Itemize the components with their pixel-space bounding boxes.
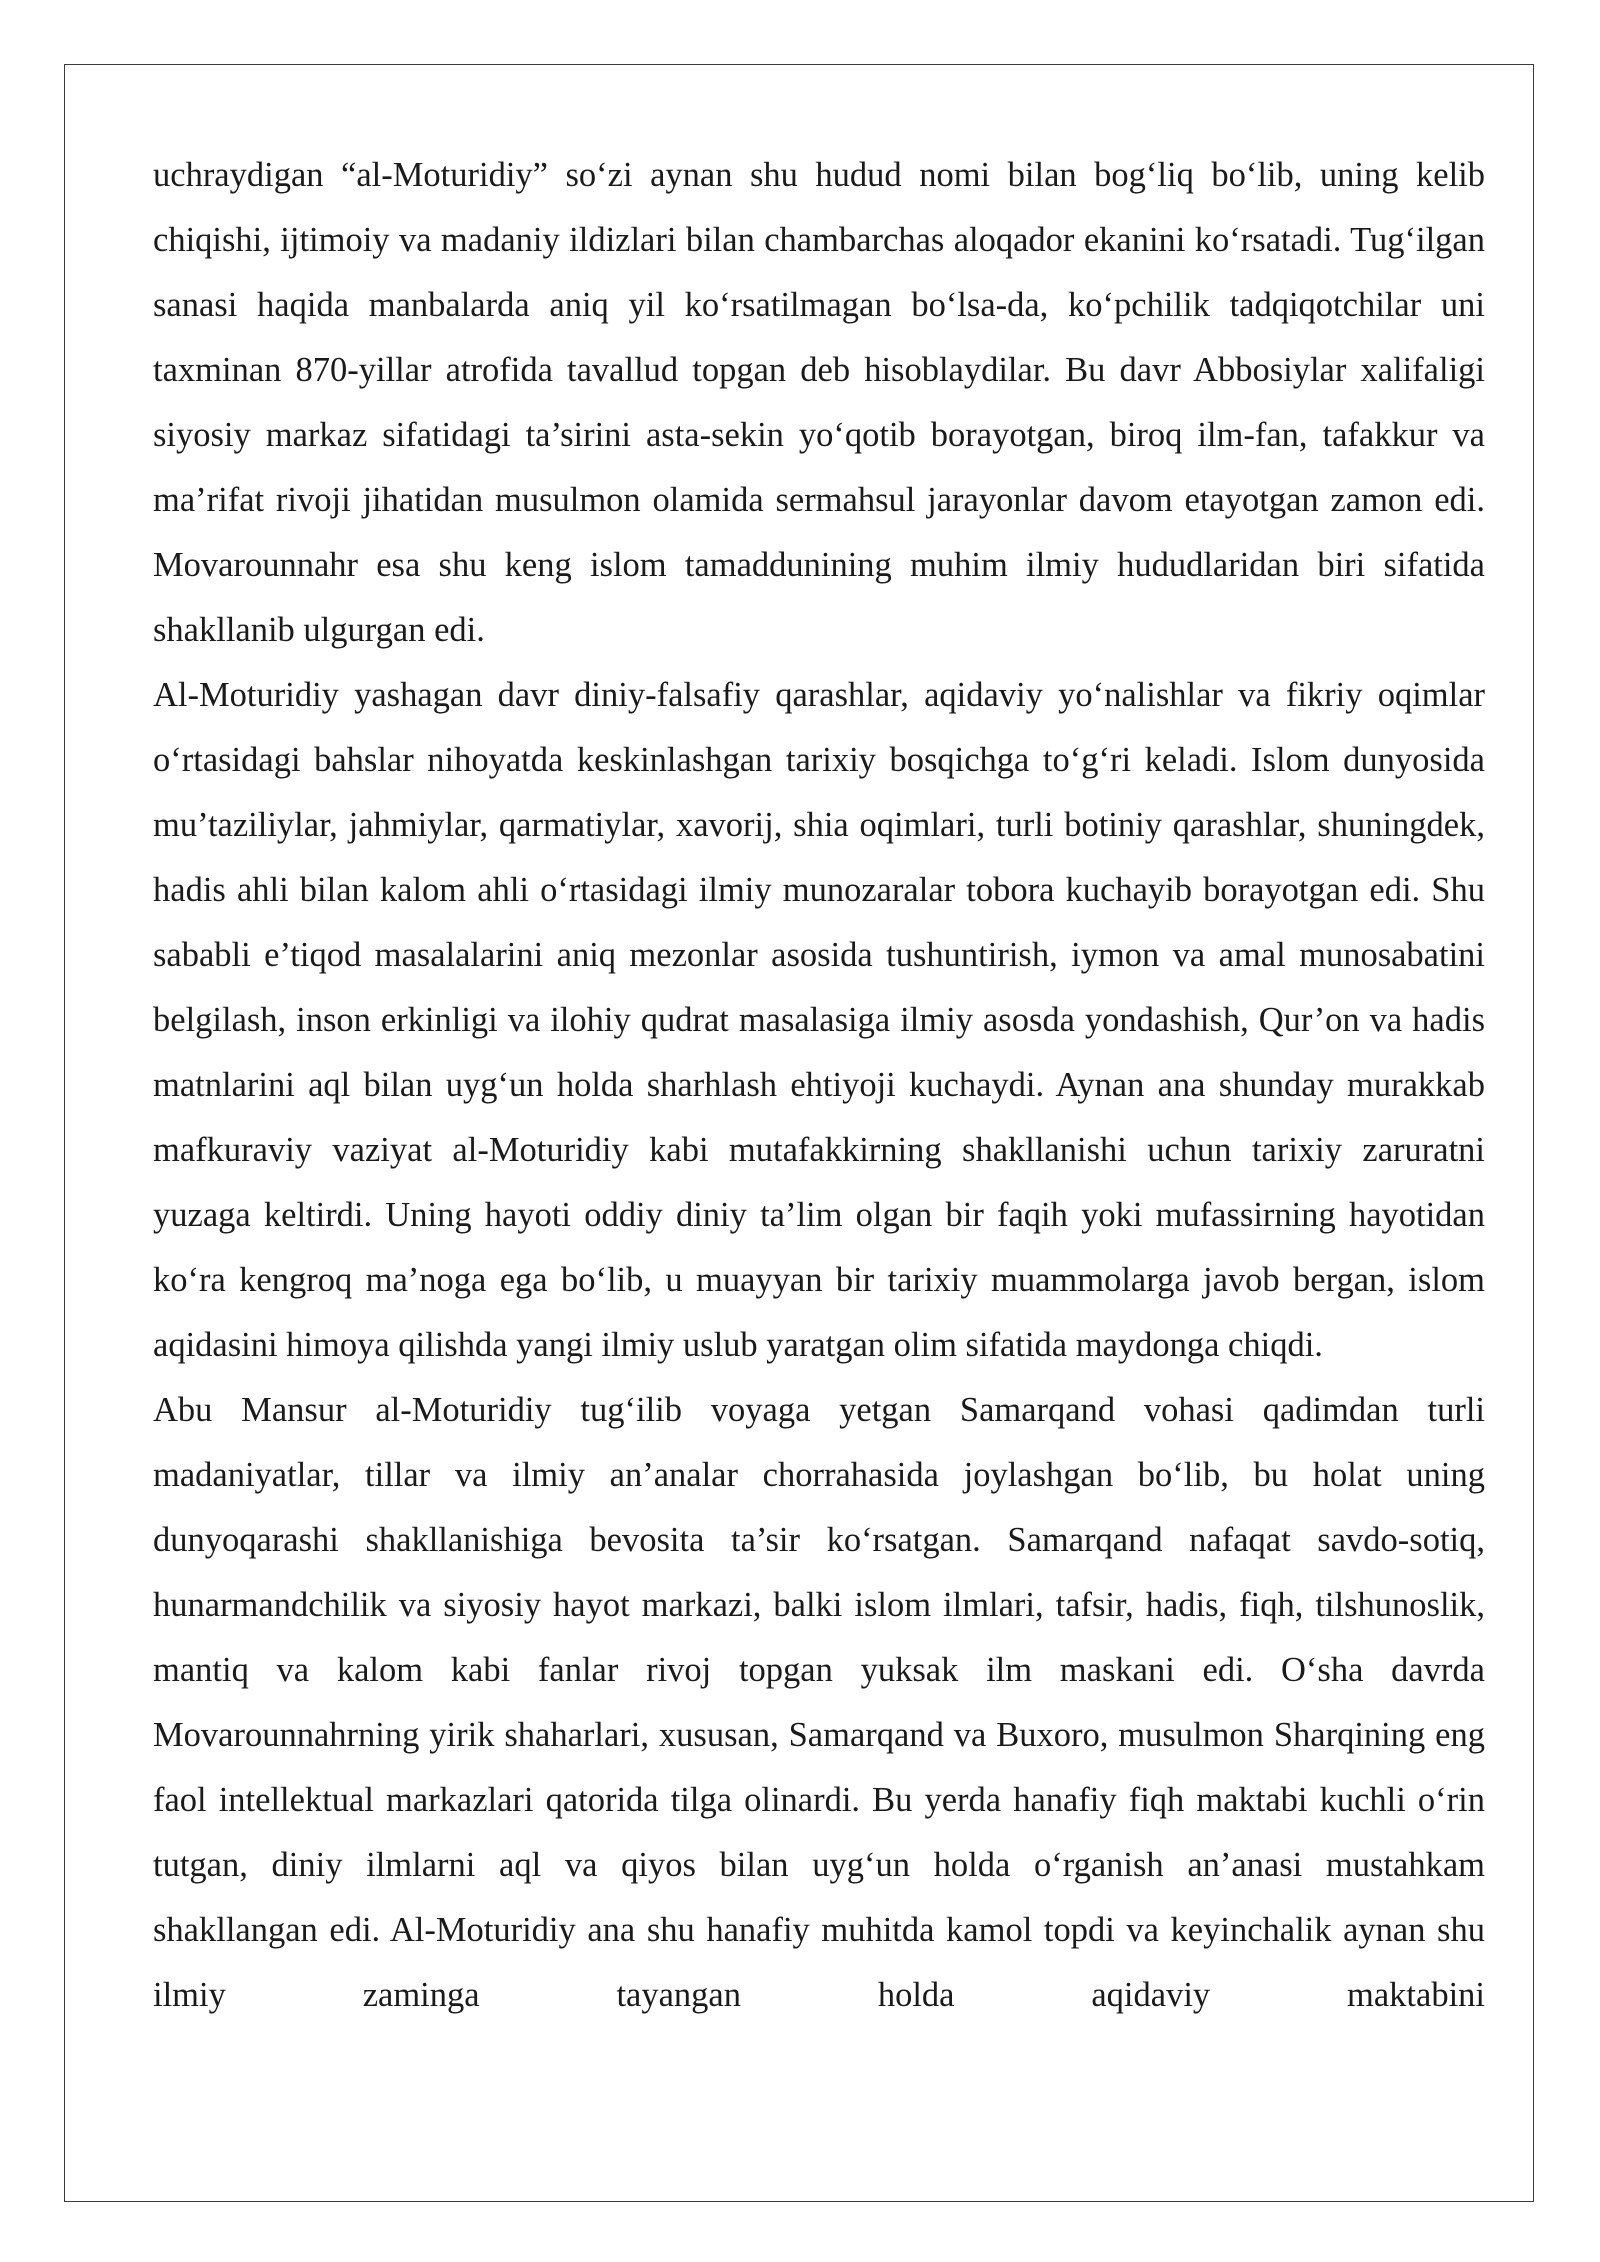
paragraph-2: Al-Moturidiy yashagan davr diniy-falsafiy qarashlar, aqidaviy yo‘nalishlar va fikriy oqimlar o‘rtasidagi bahslar nihoyatda keskinlashgan tarixiy bosqichga to‘g‘ri keladi. Islom dunyosida mu’taziliylar, jahmiylar, qarmatiylar, xavorij, shia oqimlari, turli botiniy qarashlar, shuningdek, hadis ahli bilan kalom ahli o‘rtasidagi ilmiy munozaralar tobora kuchayib borayotgan edi. Shu sababli e’tiqod masalalarini aniq mezonlar asosida tushuntirish, iymon va amal munosabatini belgilash, inson erkinligi va ilohiy qudrat masalasiga ilmiy asosda yondashish, Qur’on va hadis matnlarini aql bilan uyg‘un holda sharhlash ehtiyoji kuchaydi. Aynan ana shunday murakkab mafkuraviy vaziyat al-Moturidiy kabi mutafakkirning shakllanishi uchun tarixiy zaruratni yuzaga keltirdi. Uning hayoti oddiy diniy ta’lim olgan bir faqih yoki mufassirning hayotidan ko‘ra kengroq ma’noga ega bo‘lib, u muayyan bir tarixiy muammolarga javob bergan, islom aqidasini himoya qilishda yangi ilmiy uslub yaratgan olim sifatida maydonga chiqdi. <box>153 676 1485 1364</box>
paragraph-3: Abu Mansur al-Moturidiy tug‘ilib voyaga yetgan Samarqand vohasi qadimdan turli madaniyatlar, tillar va ilmiy an’analar chorrahasida joylashgan bo‘lib, bu holat uning dunyoqarashi shakllanishiga bevosita ta’sir ko‘rsatgan. Samarqand nafaqat savdo-sotiq, hunarmandchilik va siyosiy hayot markazi, balki islom ilmlari, tafsir, hadis, fiqh, tilshunoslik, mantiq va kalom kabi fanlar rivoj topgan yuksak ilm maskani edi. O‘sha davrda Movarounnahrning yirik shaharlari, xususan, Samarqand va Buxoro, musulmon Sharqining eng faol intellektual markazlari qatorida tilga olinardi. Bu yerda hanafiy fiqh maktabi kuchli o‘rin tutgan, diniy ilmlarni aql va qiyos bilan uyg‘un holda o‘rganish an’anasi mustahkam shakllangan edi. Al-Moturidiy ana shu hanafiy muhitda kamol topdi va keyinchalik aynan shu ilmiy zaminga tayangan holda aqidaviy maktabini <box>153 1391 1485 2014</box>
paragraph-1: uchraydigan “al-Moturidiy” so‘zi aynan shu hudud nomi bilan bog‘liq bo‘lib, uning kelib chiqishi, ijtimoiy va madaniy ildizlari bilan chambarchas aloqador ekanini ko‘rsatadi. Tug‘ilgan sanasi haqida manbalarda aniq yil ko‘rsatilmagan bo‘lsa-da, ko‘pchilik tadqiqotchilar uni taxminan 870-yillar atrofida tavallud topgan deb hisoblaydilar. Bu davr Abbosiylar xalifaligi siyosiy markaz sifatidagi ta’sirini asta-sekin yo‘qotib borayotgan, biroq ilm-fan, tafakkur va ma’rifat rivoji jihatidan musulmon olamida sermahsul jarayonlar davom etayotgan zamon edi. Movarounnahr esa shu keng islom tamaddunining muhim ilmiy hududlaridan biri sifatida shakllanib ulgurgan edi. <box>153 156 1485 649</box>
document-body <box>153 143 1485 2028</box>
